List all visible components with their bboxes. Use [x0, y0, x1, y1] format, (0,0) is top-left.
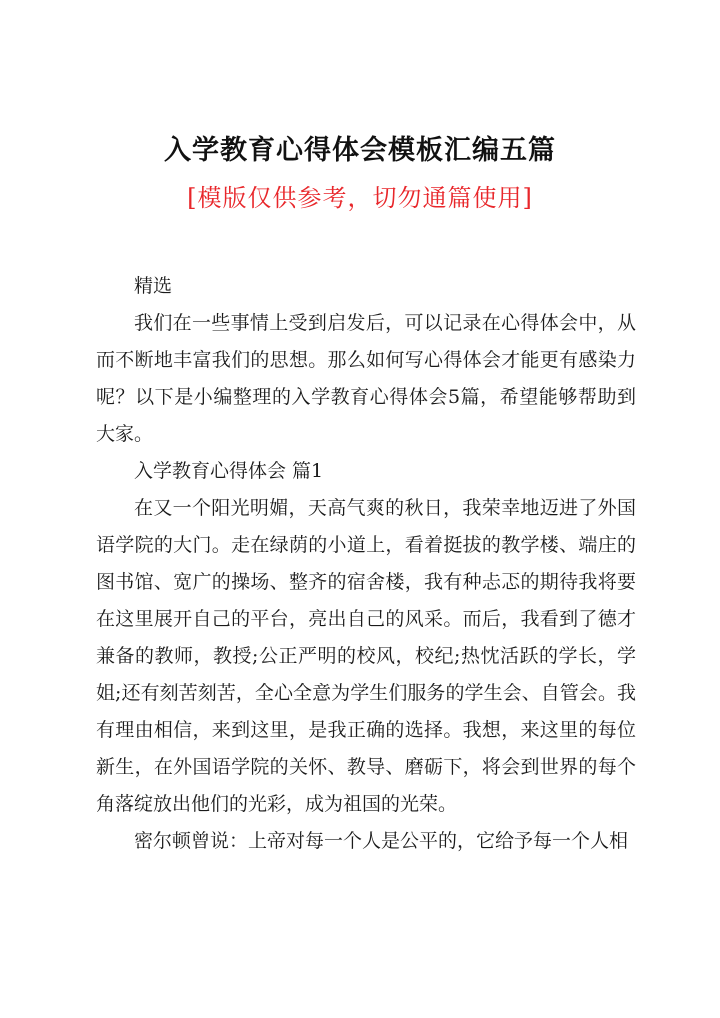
document-title: 入学教育心得体会模板汇编五篇: [164, 135, 556, 166]
paragraph-body: 密尔顿曾说：上帝对每一个人是公平的，它给予每一个人相: [134, 830, 629, 852]
paragraph-intro: 我们在一些事情上受到启发后，可以记录在心得体会中，从而不断地丰富我们的思想。那么如何写心得体会才能更有感染力呢？以下是小编整理的入学教育心得体会5篇，希望能够帮助到大家。: [96, 312, 636, 445]
document-body: [96, 268, 636, 860]
paragraph-body: 在又一个阳光明媚，天高气爽的秋日，我荣幸地迈进了外国语学院的大门。走在绿荫的小道上，看着挺拔的教学楼、端庄的图书馆、宽广的操场、整齐的宿舍楼，我有种忐忑的期待我将要在这里展开自己的平台，亮出自己的风采。而后，我看到了德才兼备的教师，教授;公正严明的校风，校纪;热忱活跃的学长，学姐;还有刻苦刻苦，全心全意为学生们服务的学生会、自管会。我有理由相信，来到这里，是我正确的选择。我想，来这里的每位新生，在外国语学院的关怀、教导、磨砺下，将会到世界的每个角落绽放出他们的光彩，成为祖国的光荣。: [96, 497, 636, 815]
paragraph-label: 精选: [134, 275, 173, 297]
section-heading: 入学教育心得体会 篇1: [134, 460, 324, 482]
template-notice: [模版仅供参考，切勿通篇使用]: [187, 184, 533, 212]
